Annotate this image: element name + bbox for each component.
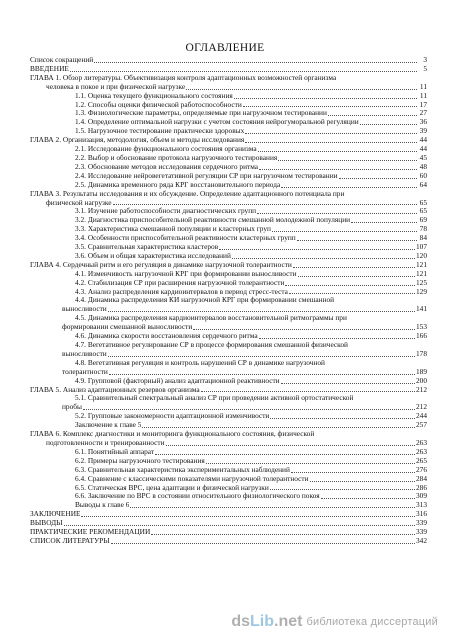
dot-leader bbox=[70, 71, 417, 72]
toc-entry-page: 339 bbox=[415, 518, 427, 528]
toc-entry-title: 6.5. Статическая ВРС, цена адаптации и физической нагрузки bbox=[75, 483, 269, 492]
dot-leader bbox=[360, 124, 417, 125]
toc-entry-page: 45 bbox=[419, 152, 427, 162]
dot-leader bbox=[259, 338, 415, 339]
dot-leader bbox=[64, 525, 415, 526]
watermark-text: библиотека диссертаций bbox=[306, 616, 438, 628]
dot-leader bbox=[81, 516, 415, 517]
toc-entry bbox=[30, 190, 427, 199]
toc-entry-title: 6.6. Заключение по ВРС в состоянии относительного физиологического покоя bbox=[75, 492, 320, 501]
toc-entry bbox=[30, 118, 427, 127]
toc-entry-page: 342 bbox=[415, 535, 427, 545]
dot-leader bbox=[310, 481, 415, 482]
dot-leader bbox=[94, 62, 417, 63]
toc-entry-title: 1.2. Способы оценки физической работоспособности bbox=[75, 100, 242, 109]
toc-entry-page: 36 bbox=[419, 117, 427, 127]
dot-leader bbox=[243, 106, 417, 107]
toc-entry-title: 4.8. Вегетативная регуляция и контроль нарушений СР в динамике нагрузочной bbox=[75, 357, 325, 367]
toc-entry-title: формировании смешанной выносливости bbox=[62, 323, 193, 332]
toc-entry bbox=[30, 475, 427, 484]
toc-entry-page: 44 bbox=[419, 135, 427, 145]
toc-entry-page: 316 bbox=[415, 509, 427, 519]
dot-leader bbox=[113, 204, 417, 205]
dot-leader bbox=[270, 489, 415, 490]
toc-entry-title: ПРАКТИЧЕСКИЕ РЕКОМЕНДАЦИИ bbox=[30, 528, 151, 537]
toc-entry-title: 3.1. Изучение работоспособности диагностических групп bbox=[75, 207, 257, 216]
dot-leader bbox=[297, 240, 417, 241]
toc-entry-page: 257 bbox=[415, 420, 427, 430]
toc-entry bbox=[30, 501, 427, 510]
toc-entry-page: 3 bbox=[423, 55, 427, 64]
toc-entry-title: 6.2. Примеры нагрузочного тестирования bbox=[75, 456, 205, 465]
toc-entry-page: 121 bbox=[415, 268, 427, 278]
toc-entry-page: 313 bbox=[415, 500, 427, 510]
toc-entry-title: физической нагрузке bbox=[46, 198, 112, 207]
toc-entry bbox=[30, 519, 427, 528]
toc-entry-title: 2.2. Выбор и обоснование протокола нагрузочного тестирования bbox=[75, 153, 278, 162]
toc-entry bbox=[30, 510, 427, 519]
dot-leader bbox=[108, 356, 415, 357]
toc-entry-title: Список сокращений bbox=[30, 56, 94, 64]
toc-entry-title: 1.1. Оценка текущего функционального состояния bbox=[75, 91, 233, 100]
toc-entry-title: 3.5. Сравнительная характеристика кластеров bbox=[75, 243, 219, 252]
toc-entry-title: 2.3. Обоснование методов исследования сердечного ритма bbox=[75, 162, 259, 171]
toc-entry bbox=[30, 359, 427, 368]
toc-entry-title: ВВЕДЕНИЕ bbox=[30, 64, 69, 73]
dot-leader bbox=[155, 454, 415, 455]
toc-entry-page: 339 bbox=[415, 527, 427, 537]
dot-leader bbox=[298, 276, 415, 277]
toc-entry bbox=[30, 261, 427, 270]
toc-entry-page: 125 bbox=[415, 277, 427, 287]
toc-entry-title: 1.5. Нагрузочное тестирование практически здоровых bbox=[75, 127, 245, 136]
dot-leader bbox=[232, 258, 415, 259]
toc-entry-title: 6.4. Сравнение с классическими показателями нагрузочной толерантности bbox=[75, 474, 309, 483]
toc-entry-page: 265 bbox=[415, 455, 427, 465]
toc-entry-title: 5.1. Сравнительный спектральный анализ СР при проведении активной ортостатической bbox=[75, 393, 354, 403]
dot-leader bbox=[151, 534, 415, 535]
toc-entry bbox=[30, 528, 427, 537]
dot-leader bbox=[291, 472, 415, 473]
toc-entry-title: ГЛАВА 4. Сердечный ритм и его регуляция в динамике нагрузочной толерантности bbox=[30, 260, 292, 269]
toc-entry-title: Заключение к главе 5 bbox=[75, 421, 142, 430]
toc-entry-title: 3.4. Особенности приспособительной реактивности кластерных групп bbox=[75, 234, 296, 243]
toc-entry-page: 64 bbox=[419, 179, 427, 189]
toc-entry bbox=[30, 296, 427, 305]
toc-entry-page: 5 bbox=[423, 63, 427, 73]
toc-entry-page: 11 bbox=[419, 90, 427, 100]
toc-entry-page: 129 bbox=[415, 286, 427, 296]
dot-leader bbox=[201, 391, 415, 392]
dot-leader bbox=[245, 133, 417, 134]
toc-entry bbox=[30, 243, 427, 252]
toc-entry-page: 78 bbox=[419, 224, 427, 234]
toc-entry-page: 48 bbox=[419, 161, 427, 171]
dot-leader bbox=[130, 507, 415, 508]
toc-entry-title: ГЛАВА 3. Результаты исследования и их обсуждение. Определение адаптационного потенциала при bbox=[30, 188, 345, 198]
toc-entry bbox=[30, 448, 427, 457]
dot-leader bbox=[259, 169, 417, 170]
toc-entry-title: 4.5. Динамика распределения кардиоинтервалов восстановительной ритмограммы при bbox=[75, 313, 347, 323]
toc-entry-page: 286 bbox=[415, 482, 427, 492]
toc-entry bbox=[30, 92, 427, 101]
dot-leader bbox=[206, 463, 415, 464]
toc-entry-title: 4.1. Изменчивость нагрузочной КРГ при формировании выносливости bbox=[75, 269, 297, 278]
dot-leader bbox=[351, 222, 417, 223]
toc-entry-page: 27 bbox=[419, 108, 427, 118]
toc-entry bbox=[30, 163, 427, 172]
toc-entry-page: 60 bbox=[419, 170, 427, 180]
toc-entry-title: 4.4. Динамика распределения КИ нагрузочной КРГ при формировании смешанной bbox=[75, 295, 335, 305]
dot-leader bbox=[245, 142, 417, 143]
toc-entry-page: 189 bbox=[415, 366, 427, 376]
toc-entry-title: ГЛАВА 1. Обзор литературы. Объективизация контроля адаптационных возможностей организма bbox=[30, 72, 337, 82]
toc-entry bbox=[30, 172, 427, 181]
toc-entry-page: 65 bbox=[419, 197, 427, 207]
dot-leader bbox=[234, 98, 417, 99]
toc-entry bbox=[30, 341, 427, 350]
toc-entry bbox=[30, 457, 427, 466]
toc-entry bbox=[30, 270, 427, 279]
toc-entry bbox=[30, 145, 427, 154]
dot-leader bbox=[111, 543, 415, 544]
toc-entry-page: 11 bbox=[419, 81, 427, 91]
toc-entry-title: 1.4. Определение оптимальной нагрузки с учетом состояния нейрогуморальной регуляции bbox=[75, 118, 359, 127]
toc-entry-title: 4.2. Стабилизация СР при расширения нагрузочной толерантности bbox=[75, 278, 285, 287]
toc-entry-title: 4.7. Вегетативное регулирование СР в процессе формирования смешанной физической bbox=[75, 340, 348, 349]
toc-entry bbox=[30, 403, 427, 412]
toc-entry-title: 5.2. Групповые закономерности адаптационной изменчивости bbox=[75, 412, 270, 421]
dslib-logo bbox=[231, 613, 302, 631]
toc-entry bbox=[30, 279, 427, 288]
toc-entry bbox=[30, 154, 427, 163]
toc-entry bbox=[30, 136, 427, 145]
toc-entry bbox=[30, 207, 427, 216]
toc-entry bbox=[30, 199, 427, 208]
toc-entry bbox=[30, 225, 427, 234]
toc-entry-page: 84 bbox=[419, 233, 427, 243]
toc-entry-page: 178 bbox=[415, 348, 427, 358]
toc-entry-page: 39 bbox=[419, 126, 427, 136]
page-title: ОГЛАВЛЕНИЕ bbox=[185, 42, 265, 54]
toc-entry bbox=[30, 109, 427, 118]
toc-entry-title: человека в покое и при физической нагрузке bbox=[46, 82, 186, 91]
dot-leader bbox=[258, 151, 417, 152]
dot-leader bbox=[285, 285, 415, 286]
toc-entry-page: 153 bbox=[415, 322, 427, 332]
toc-entry-title: 2.4. Исследование нейровегетативной регуляции СР при нагрузочном тестировании bbox=[75, 171, 338, 180]
toc-entry-page: 309 bbox=[415, 491, 427, 501]
toc-entry bbox=[30, 368, 427, 377]
toc-entry-title: ГЛАВА 2. Организация, методология, объем и методы исследования bbox=[30, 136, 245, 145]
toc-entry-page: 121 bbox=[415, 259, 427, 269]
dot-leader bbox=[289, 293, 415, 294]
toc-entry-page: 17 bbox=[419, 99, 427, 109]
toc-entry-title: 3.2. Диагностика приспособительной реактивности смешанной молодежной популяции bbox=[75, 216, 351, 225]
toc-entry-page: 263 bbox=[415, 446, 427, 456]
toc-entry bbox=[30, 492, 427, 501]
table-of-contents bbox=[30, 56, 427, 546]
toc-entry-title: СПИСОК ЛИТЕРАТУРЫ bbox=[30, 536, 110, 545]
dot-leader bbox=[293, 267, 415, 268]
toc-entry-title: 1.3. Физиологические параметры, определяемые при нагрузочном тестировании bbox=[75, 109, 327, 118]
toc-entry-title: ГЛАВА 5. Анализ адаптационных резервов организма bbox=[30, 385, 200, 394]
toc-entry-page: 65 bbox=[419, 206, 427, 216]
toc-entry bbox=[30, 377, 427, 386]
toc-entry bbox=[30, 394, 427, 403]
toc-entry bbox=[30, 412, 427, 421]
toc-entry-page: 166 bbox=[415, 331, 427, 341]
toc-entry-title: 2.1. Исследование функционального состояния организма bbox=[75, 145, 257, 154]
toc-entry bbox=[30, 74, 427, 83]
toc-entry-title: 6.3. Сравнительная характеристика экспериментальных наблюдений bbox=[75, 465, 290, 474]
toc-entry-page: 263 bbox=[415, 437, 427, 447]
logo-part-ds: ds bbox=[231, 613, 251, 630]
dot-leader bbox=[219, 249, 415, 250]
toc-entry bbox=[30, 83, 427, 92]
dot-leader bbox=[339, 178, 417, 179]
toc-entry bbox=[30, 484, 427, 493]
dot-leader bbox=[321, 498, 415, 499]
toc-entry-page: 44 bbox=[419, 144, 427, 154]
toc-entry-title: 2.5. Динамика временного ряда КРГ восстановительного периода bbox=[75, 180, 281, 189]
toc-entry-title: 6.1. Понятийный аппарат bbox=[75, 447, 155, 456]
toc-entry-page: 276 bbox=[415, 464, 427, 474]
toc-entry-page: 212 bbox=[415, 402, 427, 412]
dot-leader bbox=[186, 89, 417, 90]
toc-entry-page: 212 bbox=[415, 384, 427, 394]
dot-leader bbox=[278, 160, 417, 161]
toc-entry-title: подготовленности и тренированности bbox=[46, 438, 165, 447]
toc-entry-title: 4.3. Анализ распределения кардиоинтервалов в период стресс-теста bbox=[75, 287, 288, 296]
toc-entry-title: 4.9. Групповой (факторный) анализ адаптационной реактивности bbox=[75, 376, 280, 385]
toc-entry-title: пробы bbox=[62, 403, 82, 412]
dot-leader bbox=[142, 427, 415, 428]
dot-leader bbox=[328, 115, 417, 116]
toc-entry-page: 120 bbox=[415, 250, 427, 260]
toc-entry-page: 200 bbox=[415, 375, 427, 385]
dot-leader bbox=[281, 383, 415, 384]
toc-entry-title: выносливости bbox=[62, 349, 107, 358]
toc-entry-title: Выводы к главе 6 bbox=[75, 501, 130, 510]
toc-entry bbox=[30, 314, 427, 323]
toc-entry bbox=[30, 101, 427, 110]
toc-entry-title: 3.6. Объем и общая характеристика исследований bbox=[75, 251, 231, 260]
toc-entry-title: 4.6. Динамика скорости восстановления сердечного ритма bbox=[75, 332, 258, 341]
toc-entry bbox=[30, 430, 427, 439]
dot-leader bbox=[257, 213, 417, 214]
toc-entry-title: ГЛАВА 6. Комплекс диагностики и мониторинга функционального состояния, физической bbox=[30, 429, 315, 439]
toc-entry bbox=[30, 439, 427, 448]
toc-entry bbox=[30, 323, 427, 332]
dot-leader bbox=[270, 418, 415, 419]
dot-leader bbox=[193, 329, 415, 330]
toc-entry-title: толерантности bbox=[62, 367, 108, 376]
toc-entry bbox=[30, 216, 427, 225]
watermark bbox=[231, 613, 438, 631]
toc-entry-title: ВЫВОДЫ bbox=[30, 519, 63, 528]
dot-leader bbox=[83, 409, 415, 410]
toc-entry-page: 107 bbox=[415, 242, 427, 252]
toc-entry bbox=[30, 537, 427, 546]
toc-entry-page: 141 bbox=[415, 304, 427, 314]
toc-entry-title: 3.3. Характеристика смешанной популяции и кластерных груп bbox=[75, 225, 271, 234]
dot-leader bbox=[109, 374, 415, 375]
dot-leader bbox=[272, 231, 417, 232]
dot-leader bbox=[281, 187, 417, 188]
toc-entry bbox=[30, 127, 427, 136]
toc-entry bbox=[30, 56, 427, 65]
toc-entry-page: 284 bbox=[415, 473, 427, 483]
logo-part-lib: Lib bbox=[250, 613, 275, 630]
toc-entry bbox=[30, 466, 427, 475]
dot-leader bbox=[108, 311, 415, 312]
toc-entry-title: ЗАКЛЮЧЕНИЕ bbox=[30, 510, 81, 519]
toc-entry bbox=[30, 252, 427, 261]
toc-entry bbox=[30, 234, 427, 243]
toc-entry-page: 69 bbox=[419, 215, 427, 225]
dot-leader bbox=[166, 445, 415, 446]
logo-part-net: .net bbox=[274, 613, 303, 630]
toc-entry-page: 244 bbox=[415, 411, 427, 421]
toc-entry-title: выносливости bbox=[62, 305, 107, 314]
